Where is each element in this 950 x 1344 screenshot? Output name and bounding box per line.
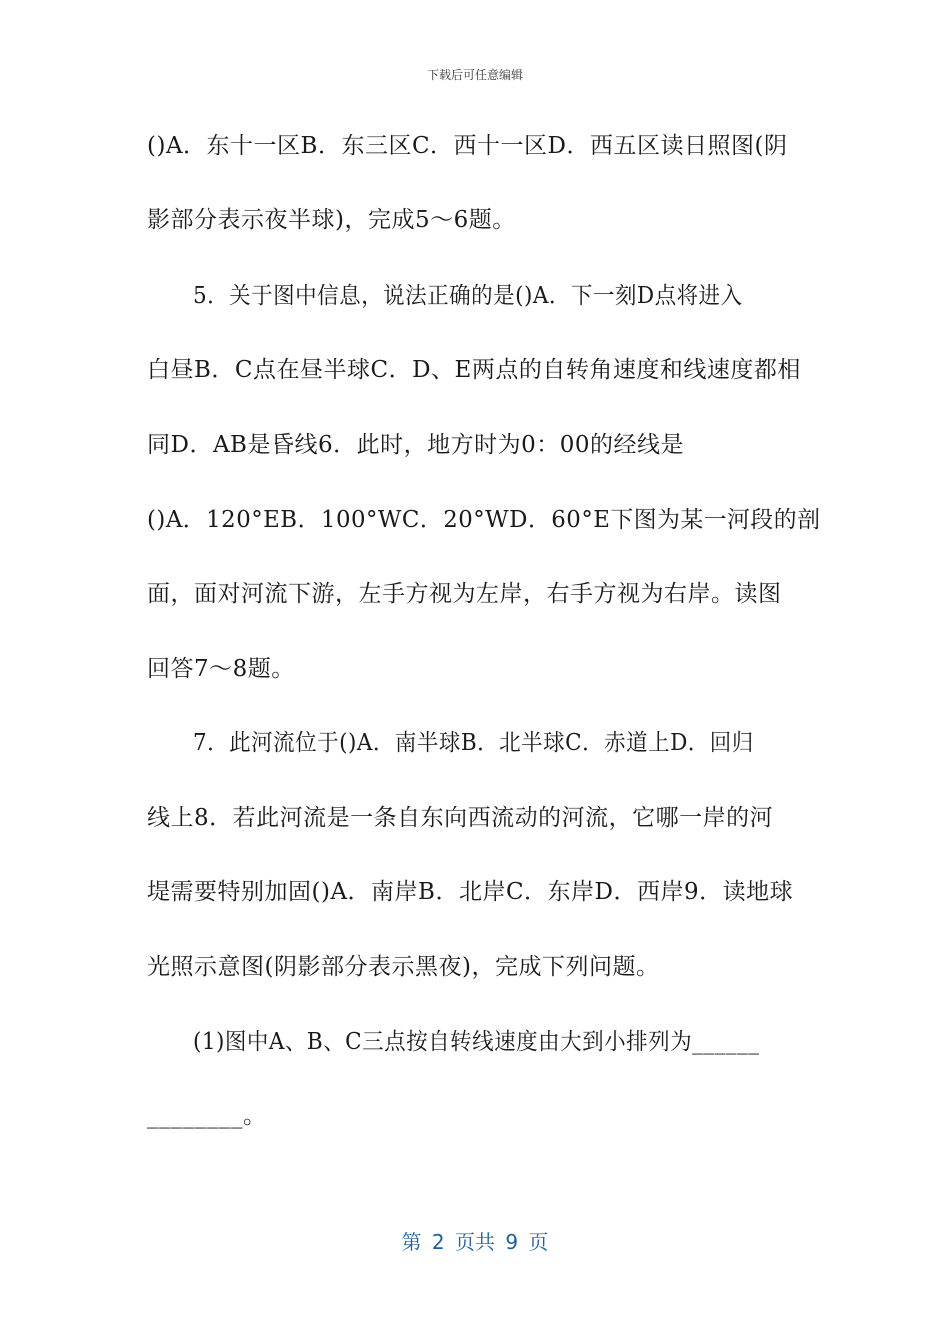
text-line: 面，面对河流下游，左手方视为左岸，右手方视为右岸。读图 — [147, 581, 782, 607]
text-line: (1)图中A、B、C三点按自转线速度由大到小排列为______ — [193, 1029, 760, 1055]
text-line: 白昼B．C点在昼半球C．D、E两点的自转角速度和线速度都相 — [147, 357, 801, 383]
text-line: 同D．AB是昏线6．此时，地方时为0：00的经线是 — [147, 432, 684, 458]
page-number: 第 2 页共 9 页 — [401, 1230, 549, 1254]
text-line: 线上8．若此河流是一条自东向西流动的河流，它哪一岸的河 — [147, 805, 774, 831]
text-line: ________。 — [147, 1103, 267, 1129]
header-note: 下载后可任意编辑 — [426, 68, 523, 82]
text-line: 5．关于图中信息，说法正确的是()A．下一刻D点将进入 — [193, 283, 743, 309]
text-line: 影部分表示夜半球)，完成5～6题。 — [147, 207, 516, 233]
text-line: 7．此河流位于()A．南半球B．北半球C．赤道上D．回归 — [193, 730, 754, 756]
text-line: 光照示意图(阴影部分表示黑夜)，完成下列问题。 — [147, 954, 660, 980]
text-line: ()A．120°EB．100°WC．20°WD．60°E下图为某一河段的剖 — [147, 507, 821, 533]
text-line: 回答7～8题。 — [147, 656, 295, 682]
text-line: ()A．东十一区B．东三区C．西十一区D．西五区读日照图(阴 — [147, 133, 788, 159]
text-line: 堤需要特别加固()A．南岸B．北岸C．东岸D．西岸9．读地球 — [147, 879, 794, 905]
